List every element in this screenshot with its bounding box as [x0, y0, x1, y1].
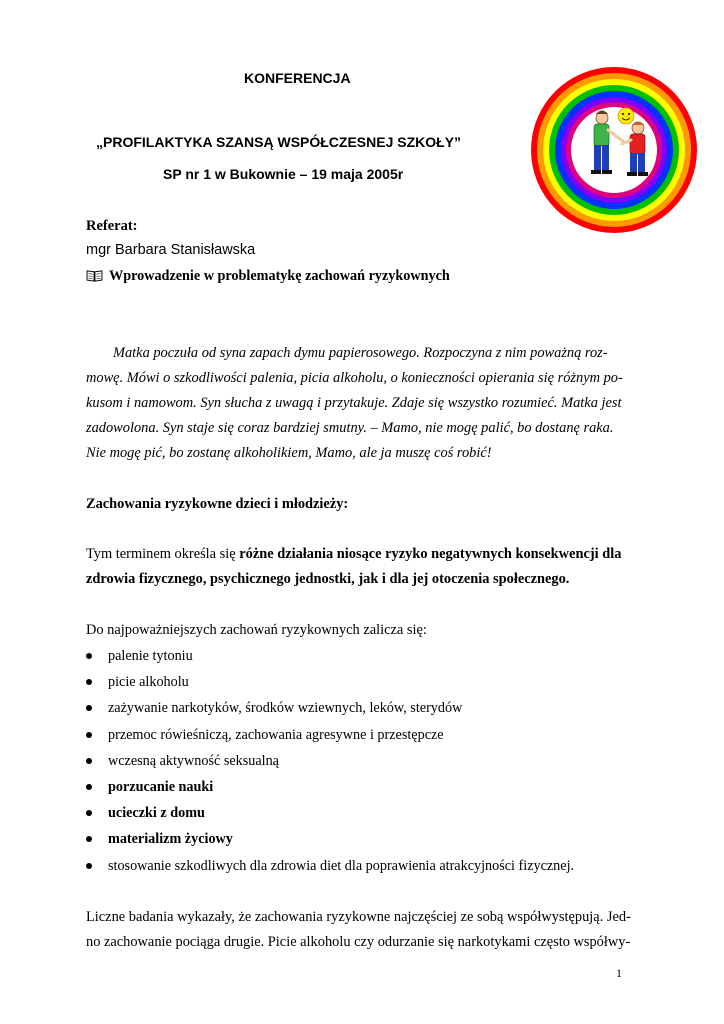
- bullet-icon: [86, 705, 92, 711]
- referat-topic: Wprowadzenie w problematykę zachowań ryzykownych: [109, 268, 450, 284]
- conference-label: KONFERENCJA: [244, 70, 351, 86]
- rainbow-ring-children-logo: [528, 64, 700, 236]
- open-book-icon: [86, 269, 103, 282]
- bullet-icon: [86, 679, 92, 685]
- list-intro: Do najpoważniejszych zachowań ryzykownych zalicza się:: [86, 622, 427, 638]
- list-item: zażywanie narkotyków, środków wziewnych, leków, sterydów: [86, 699, 574, 725]
- bullet-icon: [86, 653, 92, 659]
- referat-label: Referat:: [86, 218, 138, 234]
- list-item: przemoc rówieśniczą, zachowania agresywne i przestępcze: [86, 726, 574, 752]
- list-item: porzucanie nauki: [86, 778, 574, 804]
- section-heading: Zachowania ryzykowne dzieci i młodzieży:: [86, 496, 349, 512]
- list-item: wczesną aktywność seksualną: [86, 752, 574, 778]
- referat-author: mgr Barbara Stanisławska: [86, 242, 256, 258]
- definition-prefix: Tym terminem określa się: [86, 546, 240, 562]
- list-item: materializm życiowy: [86, 830, 574, 856]
- risk-behaviour-list: [86, 647, 574, 883]
- story-line-2: mowę. Mówi o szkodliwości palenia, picia alkoholu, o konieczności opierania się różnym po-: [86, 370, 623, 386]
- venue-date: SP nr 1 w Bukownie – 19 maja 2005r: [163, 166, 404, 182]
- story-line-1: Matka poczuła od syna zapach dymu papierosowego. Rozpoczyna z nim poważną roz-: [113, 345, 608, 361]
- bullet-icon: [86, 810, 92, 816]
- story-line-4: zadowolona. Syn staje się coraz bardziej smutny. – Mamo, nie mogę palić, bo dostanę raka.: [86, 420, 614, 436]
- definition-bold-1: różne działania niosące ryzyko negatywnych konsekwencji dla: [239, 546, 622, 562]
- bullet-icon: [86, 784, 92, 790]
- bullet-icon: [86, 836, 92, 842]
- definition-line-2: zdrowia fizycznego, psychicznego jednostki, jak i dla jej otoczenia społecznego.: [86, 571, 570, 587]
- closing-line-1: Liczne badania wykazały, że zachowania ryzykowne najczęściej ze sobą współwystępują. Jed-: [86, 909, 631, 925]
- story-line-5: Nie mogę pić, bo zostanę alkoholikiem, Mamo, ale ja muszę coś robić!: [86, 445, 492, 461]
- bullet-icon: [86, 863, 92, 869]
- closing-line-2: no zachowanie pociąga drugie. Picie alkoholu czy odurzanie się narkotykami często współwy-: [86, 934, 631, 950]
- story-line-3: kusom i namowom. Syn słucha z uwagą i przytakuje. Zdaje się wszystko rozumieć. Matka jest: [86, 395, 622, 411]
- list-item: picie alkoholu: [86, 673, 574, 699]
- page-number: 1: [616, 966, 622, 980]
- list-item: stosowanie szkodliwych dla zdrowia diet dla poprawienia atrakcyjności fizycznej.: [86, 857, 574, 883]
- list-item: ucieczki z domu: [86, 804, 574, 830]
- bullet-icon: [86, 758, 92, 764]
- bullet-icon: [86, 732, 92, 738]
- conference-title: „PROFILAKTYKA SZANSĄ WSPÓŁCZESNEJ SZKOŁY”: [96, 134, 462, 150]
- definition-line-1: [86, 546, 621, 563]
- list-item: palenie tytoniu: [86, 647, 574, 673]
